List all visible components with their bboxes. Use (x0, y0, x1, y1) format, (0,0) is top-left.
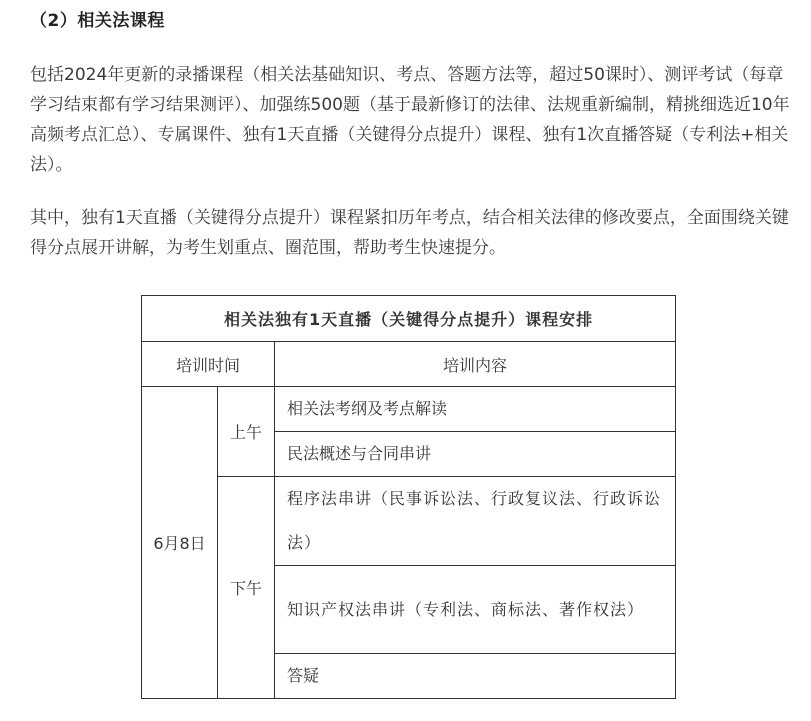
afternoon-cell: 下午 (218, 477, 275, 699)
intro-paragraph: 包括2024年更新的录播课程（相关法基础知识、考点、答题方法等，超过50课时）、测评考试（每章学习结束都有学习结果测评）、加强练500题（基于最新修订的法律、法规重新编制，精挑细选近10年高频考点汇总）、专属课件、独有1天直播（关键得分点提升）课程、独有1次直播答疑（专利法+相关法）。 (30, 65, 790, 175)
table-row: 程序法串讲（民事诉讼法、行政复议法、行政诉讼法） (275, 477, 676, 566)
morning-cell: 上午 (218, 387, 275, 477)
detail-paragraph: 其中，独有1天直播（关键得分点提升）课程紧扣历年考点，结合相关法律的修改要点，全面围绕关键得分点展开讲解，为考生划重点、圈范围，帮助考生快速提分。 (30, 208, 789, 258)
table-row: 民法概述与合同串讲 (275, 432, 676, 477)
header-training-content: 培训内容 (275, 342, 676, 387)
header-training-time: 培训时间 (142, 342, 275, 387)
table-title: 相关法独有1天直播（关键得分点提升）课程安排 (142, 296, 676, 342)
section-heading: （2）相关法课程 (30, 11, 165, 31)
table-row: 答疑 (275, 654, 676, 699)
schedule-table (141, 295, 676, 699)
table-row: 相关法考纲及考点解读 (275, 387, 676, 432)
table-row: 知识产权法串讲（专利法、商标法、著作权法） (275, 566, 676, 654)
date-cell: 6月8日 (142, 387, 218, 699)
